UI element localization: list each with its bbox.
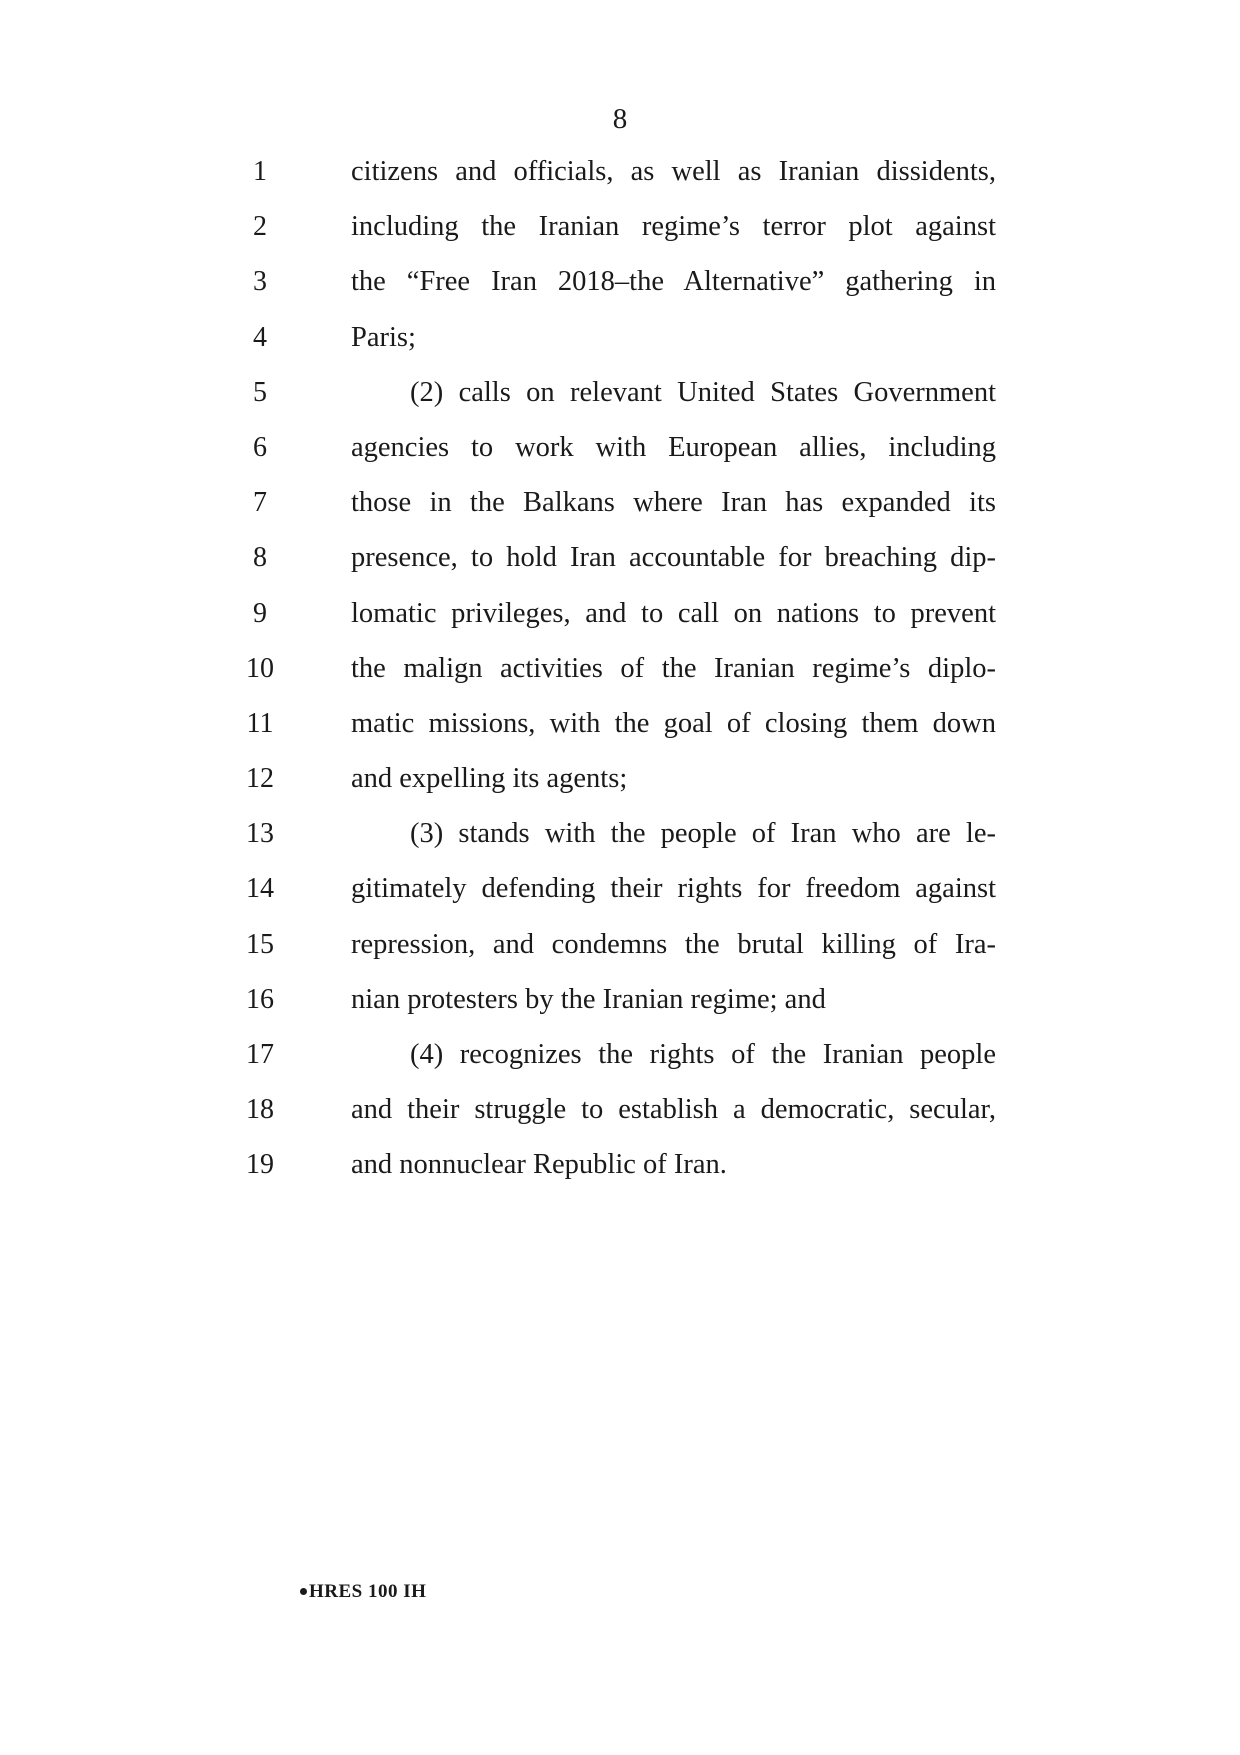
numbered-line — [0, 264, 1240, 319]
line-text: the malign activities of the Iranian regime’s diplo- — [351, 652, 996, 684]
numbered-line — [0, 871, 1240, 926]
line-text: (3) stands with the people of Iran who are le- — [410, 818, 996, 850]
line-text: and their struggle to establish a democratic, secular, — [351, 1094, 996, 1126]
numbered-line — [0, 320, 1240, 375]
line-text: citizens and officials, as well as Iranian dissidents, — [351, 156, 996, 187]
line-text: repression, and condemns the brutal killing of Ira- — [351, 928, 996, 960]
line-text: and nonnuclear Republic of Iran. — [351, 1149, 727, 1181]
page-number: 8 — [612, 103, 628, 135]
line-number: 18 — [246, 1094, 274, 1126]
bullet-icon — [300, 1588, 307, 1595]
numbered-line — [0, 430, 1240, 485]
numbered-line — [0, 1147, 1240, 1202]
line-number: 8 — [253, 542, 267, 574]
numbered-line — [0, 596, 1240, 651]
numbered-line — [0, 706, 1240, 761]
line-text: including the Iranian regime’s terror plot against — [351, 211, 996, 243]
line-text: gitimately defending their rights for freedom against — [351, 873, 996, 905]
line-number: 12 — [246, 763, 274, 795]
line-text: agencies to work with European allies, including — [351, 431, 996, 463]
line-text: (2) calls on relevant United States Government — [410, 376, 996, 408]
numbered-line — [0, 761, 1240, 816]
numbered-line — [0, 375, 1240, 430]
resolution-text — [0, 154, 1240, 1203]
numbered-line — [0, 816, 1240, 871]
line-text: matic missions, with the goal of closing them down — [351, 707, 996, 739]
line-number: 5 — [253, 376, 267, 408]
line-text: (4) recognizes the rights of the Iranian people — [410, 1039, 996, 1070]
line-text: nian protesters by the Iranian regime; and — [351, 983, 826, 1015]
numbered-line — [0, 154, 1240, 209]
line-text: those in the Balkans where Iran has expanded its — [351, 487, 996, 519]
line-number: 19 — [246, 1149, 274, 1181]
line-number: 10 — [246, 652, 274, 684]
line-number: 6 — [253, 431, 267, 463]
line-number: 3 — [253, 266, 267, 298]
line-number: 16 — [246, 983, 274, 1015]
line-text: the “Free Iran 2018–the Alternative” gathering in — [351, 266, 996, 298]
line-text: presence, to hold Iran accountable for breaching dip- — [351, 542, 996, 574]
line-number: 13 — [246, 818, 274, 850]
bill-identifier — [300, 1580, 426, 1604]
line-number: 17 — [246, 1039, 274, 1070]
line-number: 15 — [246, 928, 274, 960]
line-text: lomatic privileges, and to call on nations to prevent — [351, 597, 996, 629]
line-number: 9 — [253, 597, 267, 629]
line-number: 4 — [253, 321, 267, 353]
line-number: 7 — [253, 487, 267, 519]
bill-identifier-label: HRES 100 IH — [309, 1581, 427, 1602]
numbered-line — [0, 209, 1240, 264]
line-number: 1 — [253, 156, 267, 187]
numbered-line — [0, 485, 1240, 540]
numbered-line — [0, 1092, 1240, 1147]
line-number: 14 — [246, 873, 274, 905]
line-number: 2 — [253, 211, 267, 243]
line-text: and expelling its agents; — [351, 763, 628, 795]
line-number: 11 — [246, 707, 274, 739]
numbered-line — [0, 651, 1240, 706]
numbered-line — [0, 927, 1240, 982]
line-text: Paris; — [351, 321, 416, 353]
numbered-line — [0, 1037, 1240, 1092]
numbered-line — [0, 540, 1240, 595]
numbered-line — [0, 982, 1240, 1037]
